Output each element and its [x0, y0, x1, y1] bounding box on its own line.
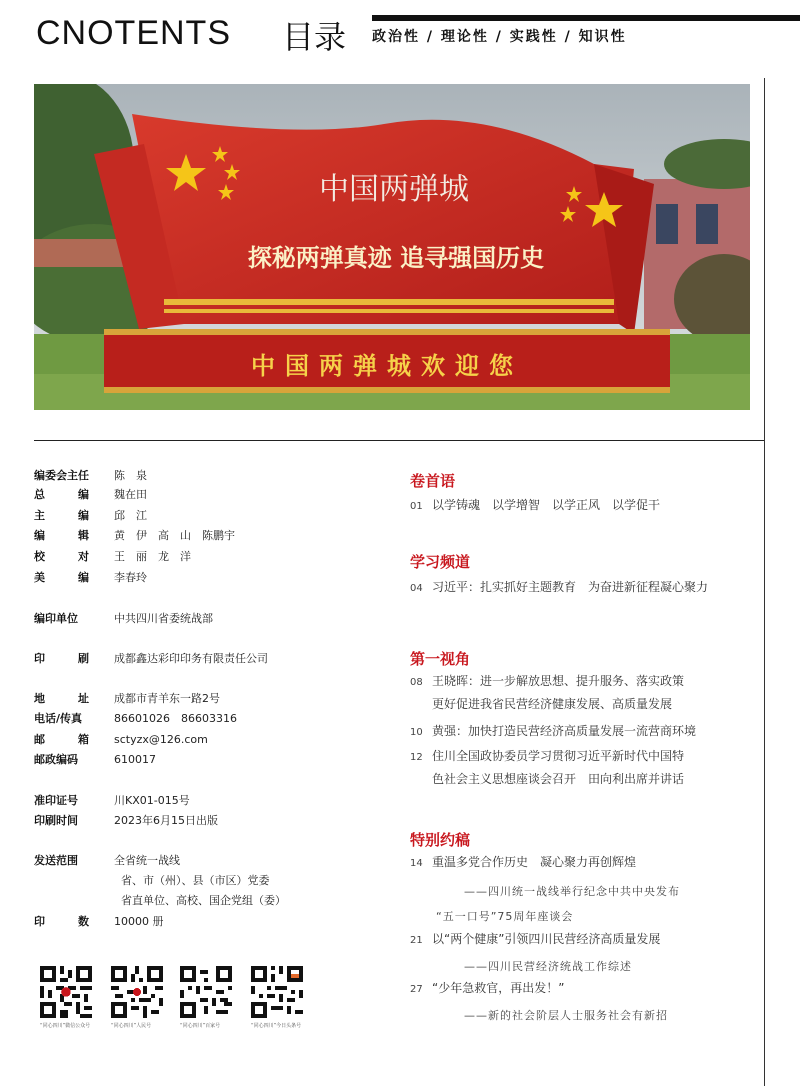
masthead-value: 成都市青羊东一路2号 — [114, 692, 220, 705]
masthead-value: 中共四川省委统战部 — [114, 612, 213, 625]
masthead-value: 陈 泉 — [114, 469, 147, 482]
masthead-value: 邱 江 — [114, 509, 147, 522]
sign-top-text: 中国两弹城 — [319, 172, 469, 207]
entry-page: 01 — [410, 501, 423, 512]
section-title-special: 特别约稿 — [410, 831, 471, 849]
entry-title: 黄强：加快打造民营经济高质量发展一流营商环境 — [432, 724, 697, 738]
masthead-row — [34, 550, 191, 564]
contents-entry[interactable] — [410, 977, 760, 1001]
contents-entry[interactable] — [410, 928, 760, 952]
entry-title: 习近平：扎实抓好主题教育 为奋进新征程凝心聚力 — [432, 580, 709, 594]
masthead-label: 印 数 — [34, 915, 89, 928]
masthead-label: 主 编 — [34, 509, 89, 522]
masthead-label: 发送范围 — [34, 854, 78, 867]
entry-title: 以学铸魂 以学增智 以学正风 以学促干 — [432, 498, 661, 512]
contents-entry[interactable] — [410, 670, 760, 694]
masthead-value: 李春玲 — [114, 571, 147, 584]
masthead-row — [34, 612, 213, 626]
contents-entry[interactable] — [410, 851, 760, 875]
masthead-label: 编委会主任 — [34, 469, 89, 482]
masthead-label: 邮政编码 — [34, 753, 78, 766]
section-title-perspective: 第一视角 — [410, 650, 471, 668]
right-rule — [764, 78, 765, 1086]
masthead-label: 印刷时间 — [34, 814, 78, 827]
masthead-row — [34, 571, 147, 585]
entry-subtitle: ——四川民营经济统战工作综述 — [464, 960, 632, 973]
qr-caption: “同心四川”今日头条号 — [251, 1023, 302, 1029]
masthead-row — [34, 814, 218, 828]
header-slogan: 政治性 / 理论性 / 实践性 / 知识性 — [372, 29, 627, 45]
entry-page: 10 — [410, 727, 423, 738]
masthead-row — [34, 733, 208, 747]
qr-code-icon — [111, 966, 163, 1018]
entry-title: 王晓晖：进一步解放思想、提升服务、落实政策 — [432, 674, 685, 688]
masthead-value: 全省统一战线 — [114, 854, 180, 867]
masthead-label: 编 辑 — [34, 529, 89, 542]
qr-code-icon — [40, 966, 92, 1018]
entry-page: 14 — [410, 858, 423, 869]
masthead-row — [34, 652, 268, 666]
masthead-value: 川KX01-015号 — [114, 794, 190, 807]
distribution-line: 省直单位、高校、国企党组（委） — [121, 894, 286, 907]
masthead-value: 魏在田 — [114, 488, 147, 501]
masthead-value: sctyzx@126.com — [114, 733, 208, 746]
section-title-study: 学习频道 — [410, 553, 471, 571]
entry-page: 08 — [410, 677, 423, 688]
entry-page: 04 — [410, 583, 423, 594]
masthead-label: 美 编 — [34, 571, 89, 584]
masthead-row — [34, 712, 237, 726]
masthead-value: 610017 — [114, 753, 156, 766]
masthead-value: 王 丽 龙 洋 — [114, 550, 191, 563]
contents-entry[interactable] — [410, 720, 760, 744]
header-title-cn: 目录 — [282, 18, 347, 56]
masthead-value: 黄 伊 高 山 陈鹏宇 — [114, 529, 235, 542]
masthead-row — [34, 488, 147, 502]
masthead-value: 成都鑫达彩印印务有限责任公司 — [114, 652, 268, 665]
entry-page: 21 — [410, 935, 423, 946]
contents-entry[interactable] — [410, 745, 760, 769]
entry-subtitle: ——四川统一战线举行纪念中共中央发布 — [464, 885, 680, 898]
qr-caption: “同心四川”百家号 — [180, 1023, 221, 1029]
masthead-row — [34, 509, 147, 523]
masthead-row — [34, 915, 164, 929]
entry-title: 住川全国政协委员学习贯彻习近平新时代中国特 — [432, 749, 685, 763]
qr-caption: “同心四川”人民号 — [111, 1023, 152, 1029]
masthead-value: 2023年6月15日出版 — [114, 814, 218, 827]
qr-caption: “同心四川”微信公众号 — [40, 1023, 91, 1029]
masthead-label: 准印证号 — [34, 794, 78, 807]
entry-subtitle: “五一口号”75周年座谈会 — [436, 910, 574, 923]
cover-photo — [34, 84, 750, 410]
masthead-row — [34, 692, 220, 706]
entry-title: 以“两个健康”引领四川民营经济高质量发展 — [432, 932, 661, 946]
entry-page: 12 — [410, 752, 423, 763]
masthead-label: 邮 箱 — [34, 733, 89, 746]
qr-code-icon — [180, 966, 232, 1018]
entry-title: “少年急救官，再出发！” — [432, 981, 565, 995]
sign-middle-text: 探秘两弹真迹 追寻强国历史 — [247, 244, 545, 272]
masthead-row — [34, 469, 147, 483]
masthead-value: 86601026 86603316 — [114, 712, 237, 725]
masthead-row — [34, 794, 190, 808]
masthead-row — [34, 753, 156, 767]
entry-title-cont: 更好促进我省民营经济健康发展、高质量发展 — [432, 697, 673, 711]
contents-entry[interactable] — [410, 576, 760, 600]
masthead-label: 电话/传真 — [34, 712, 83, 725]
entry-page: 27 — [410, 984, 423, 995]
masthead-value: 10000 册 — [114, 915, 164, 928]
entry-title-cont: 色社会主义思想座谈会召开 田向利出席并讲话 — [432, 772, 685, 786]
header-bar — [372, 15, 800, 21]
masthead-label: 编印单位 — [34, 612, 78, 625]
qr-code-icon — [251, 966, 303, 1018]
sign-base-text: 中国两弹城欢迎您 — [251, 352, 523, 380]
entry-subtitle: ——新的社会阶层人士服务社会有新招 — [464, 1009, 668, 1022]
masthead-label: 校 对 — [34, 550, 89, 563]
entry-title: 重温多党合作历史 凝心聚力再创辉煌 — [432, 855, 637, 869]
masthead-row — [34, 854, 180, 868]
masthead-label: 总 编 — [34, 488, 89, 501]
header-title-en: CNOTENTS — [36, 14, 231, 52]
distribution-line: 省、市（州）、县（市区）党委 — [121, 874, 270, 887]
masthead-label: 印 刷 — [34, 652, 89, 665]
masthead-row — [34, 529, 235, 543]
section-divider — [34, 440, 764, 441]
masthead-label: 地 址 — [34, 692, 89, 705]
section-title-preface: 卷首语 — [410, 472, 456, 490]
contents-entry[interactable] — [410, 494, 760, 518]
